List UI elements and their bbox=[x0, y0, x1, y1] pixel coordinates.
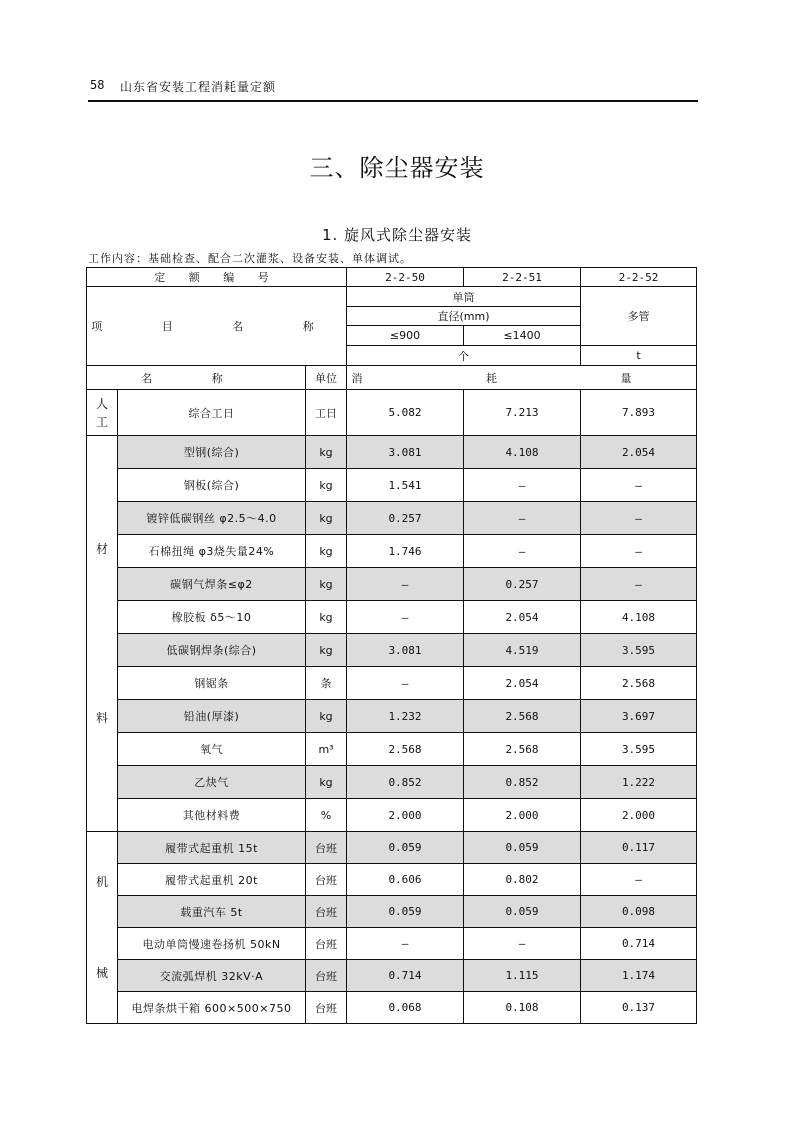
value-cell: 2.000 bbox=[464, 799, 581, 832]
unit-ton: t bbox=[581, 346, 697, 366]
table-row bbox=[87, 469, 697, 502]
value-cell: 0.059 bbox=[347, 832, 464, 864]
table-row bbox=[87, 960, 697, 992]
resource-name: 型钢(综合) bbox=[118, 436, 306, 469]
value-cell: — bbox=[347, 601, 464, 634]
value-cell: 0.257 bbox=[464, 568, 581, 601]
page-header bbox=[88, 74, 698, 102]
value-cell: 3.081 bbox=[347, 436, 464, 469]
table-row bbox=[87, 733, 697, 766]
table-row bbox=[87, 799, 697, 832]
category-char: 人 bbox=[95, 396, 108, 411]
resource-name: 交流弧焊机 32kV·A bbox=[118, 960, 306, 992]
unit-cell: 台班 bbox=[306, 928, 347, 960]
resource-name: 铅油(厚漆) bbox=[118, 700, 306, 733]
category-char: 工 bbox=[95, 414, 108, 429]
table-row bbox=[87, 436, 697, 469]
subsection-title: 1. 旋风式除尘器安装 bbox=[321, 226, 473, 244]
value-cell: 4.519 bbox=[464, 634, 581, 667]
table-row bbox=[87, 535, 697, 568]
diameter-header: 直径(mm) bbox=[347, 307, 581, 326]
table-row bbox=[87, 667, 697, 700]
value-cell: — bbox=[464, 928, 581, 960]
resource-name: 低碳钢焊条(综合) bbox=[118, 634, 306, 667]
resource-name: 橡胶板 δ5～10 bbox=[118, 601, 306, 634]
unit-cell: kg bbox=[306, 436, 347, 469]
section-title: 三、除尘器安装 bbox=[309, 154, 485, 182]
value-cell: 4.108 bbox=[581, 601, 697, 634]
value-cell: 0.137 bbox=[581, 992, 697, 1024]
unit-cell: % bbox=[306, 799, 347, 832]
value-cell: 1.115 bbox=[464, 960, 581, 992]
unit-cell: kg bbox=[306, 568, 347, 601]
value-cell: — bbox=[347, 667, 464, 700]
category-char: 械 bbox=[95, 965, 108, 980]
value-cell: 1.222 bbox=[581, 766, 697, 799]
value-cell: 0.606 bbox=[347, 864, 464, 896]
value-cell: 3.081 bbox=[347, 634, 464, 667]
unit-cell: kg bbox=[306, 634, 347, 667]
diameter-900: ≤900 bbox=[347, 326, 464, 346]
resource-name: 载重汽车 5t bbox=[118, 896, 306, 928]
category-cell bbox=[87, 436, 118, 832]
unit-cell: kg bbox=[306, 601, 347, 634]
value-cell: 0.108 bbox=[464, 992, 581, 1024]
work-content: 工作内容：基础检查、配合二次灌浆、设备安装、单体调试。 bbox=[88, 252, 412, 265]
value-cell: 2.568 bbox=[464, 700, 581, 733]
resource-name: 履带式起重机 15t bbox=[118, 832, 306, 864]
code-cell: 2-2-52 bbox=[581, 268, 697, 287]
code-cell: 2-2-51 bbox=[464, 268, 581, 287]
table-row bbox=[87, 832, 697, 864]
category-char: 材 bbox=[95, 542, 108, 557]
value-cell: 0.852 bbox=[464, 766, 581, 799]
value-cell: 7.893 bbox=[581, 390, 697, 436]
unit-cell: 台班 bbox=[306, 992, 347, 1024]
value-cell: — bbox=[464, 535, 581, 568]
value-cell: 3.595 bbox=[581, 634, 697, 667]
value-cell: 0.059 bbox=[347, 896, 464, 928]
table-row bbox=[87, 896, 697, 928]
unit-column-header: 单位 bbox=[306, 366, 347, 390]
unit-cell: kg bbox=[306, 469, 347, 502]
multi-tube-header: 多管 bbox=[581, 287, 697, 346]
value-cell: 3.697 bbox=[581, 700, 697, 733]
value-cell: 0.852 bbox=[347, 766, 464, 799]
table-row bbox=[87, 390, 697, 436]
value-cell: 1.232 bbox=[347, 700, 464, 733]
table-row bbox=[87, 502, 697, 535]
value-cell: 3.595 bbox=[581, 733, 697, 766]
table-row bbox=[87, 568, 697, 601]
consumption-column-header: 消 耗 量 bbox=[347, 366, 697, 390]
value-cell: — bbox=[347, 928, 464, 960]
value-cell: 2.054 bbox=[464, 601, 581, 634]
table-row bbox=[87, 766, 697, 799]
unit-cell: 条 bbox=[306, 667, 347, 700]
value-cell: 0.802 bbox=[464, 864, 581, 896]
table-row bbox=[87, 700, 697, 733]
value-cell: — bbox=[581, 864, 697, 896]
resource-name: 氧气 bbox=[118, 733, 306, 766]
table-row bbox=[87, 634, 697, 667]
unit-cell: 台班 bbox=[306, 832, 347, 864]
resource-name: 电焊条烘干箱 600×500×750 bbox=[118, 992, 306, 1024]
value-cell: 2.568 bbox=[464, 733, 581, 766]
value-cell: — bbox=[347, 568, 464, 601]
resource-name: 综合工日 bbox=[118, 390, 306, 436]
unit-cell: kg bbox=[306, 700, 347, 733]
unit-cell: kg bbox=[306, 535, 347, 568]
value-cell: 2.054 bbox=[464, 667, 581, 700]
code-cell: 2-2-50 bbox=[347, 268, 464, 287]
resource-name: 碳钢气焊条≤φ2 bbox=[118, 568, 306, 601]
table-row bbox=[87, 864, 697, 896]
value-cell: 2.000 bbox=[347, 799, 464, 832]
resource-name: 电动单筒慢速卷扬机 50kN bbox=[118, 928, 306, 960]
value-cell: — bbox=[581, 469, 697, 502]
category-cell bbox=[87, 390, 118, 436]
unit-piece: 个 bbox=[347, 346, 581, 366]
resource-name: 钢锯条 bbox=[118, 667, 306, 700]
value-cell: 0.068 bbox=[347, 992, 464, 1024]
value-cell: — bbox=[464, 469, 581, 502]
table-row bbox=[87, 601, 697, 634]
value-cell: 2.000 bbox=[581, 799, 697, 832]
table-row bbox=[87, 992, 697, 1024]
unit-cell: m³ bbox=[306, 733, 347, 766]
value-cell: — bbox=[581, 502, 697, 535]
value-cell: 2.568 bbox=[581, 667, 697, 700]
value-cell: 1.174 bbox=[581, 960, 697, 992]
value-cell: 0.257 bbox=[347, 502, 464, 535]
category-char: 料 bbox=[95, 710, 108, 725]
book-title: 山东省安装工程消耗量定额 bbox=[120, 80, 277, 94]
value-cell: 7.213 bbox=[464, 390, 581, 436]
diameter-1400: ≤1400 bbox=[464, 326, 581, 346]
value-cell: — bbox=[581, 568, 697, 601]
value-cell: — bbox=[581, 535, 697, 568]
value-cell: 0.059 bbox=[464, 832, 581, 864]
value-cell: 0.714 bbox=[347, 960, 464, 992]
value-cell: 2.054 bbox=[581, 436, 697, 469]
value-cell: 5.082 bbox=[347, 390, 464, 436]
quota-number-label: 定 额 编 号 bbox=[87, 268, 347, 287]
category-cell bbox=[87, 832, 118, 1024]
single-tube-header: 单筒 bbox=[347, 287, 581, 307]
value-cell: 4.108 bbox=[464, 436, 581, 469]
category-char: 机 bbox=[95, 875, 108, 890]
resource-name: 石棉扭绳 φ3烧失量24% bbox=[118, 535, 306, 568]
value-cell: 1.541 bbox=[347, 469, 464, 502]
value-cell: 0.059 bbox=[464, 896, 581, 928]
resource-name: 其他材料费 bbox=[118, 799, 306, 832]
resource-name: 钢板(综合) bbox=[118, 469, 306, 502]
item-name-label: 项 目 名 称 bbox=[87, 287, 347, 366]
value-cell: 1.746 bbox=[347, 535, 464, 568]
resource-name: 镀锌低碳钢丝 φ2.5～4.0 bbox=[118, 502, 306, 535]
unit-cell: 台班 bbox=[306, 960, 347, 992]
unit-cell: 工日 bbox=[306, 390, 347, 436]
value-cell: 0.117 bbox=[581, 832, 697, 864]
value-cell: 2.568 bbox=[347, 733, 464, 766]
unit-cell: 台班 bbox=[306, 864, 347, 896]
quota-table bbox=[86, 267, 697, 1024]
table-row bbox=[87, 928, 697, 960]
unit-cell: kg bbox=[306, 502, 347, 535]
resource-name: 乙炔气 bbox=[118, 766, 306, 799]
unit-cell: 台班 bbox=[306, 896, 347, 928]
value-cell: — bbox=[464, 502, 581, 535]
name-column-header: 名 称 bbox=[87, 366, 306, 390]
resource-name: 履带式起重机 20t bbox=[118, 864, 306, 896]
unit-cell: kg bbox=[306, 766, 347, 799]
value-cell: 0.098 bbox=[581, 896, 697, 928]
value-cell: 0.714 bbox=[581, 928, 697, 960]
page-number: 58 bbox=[90, 78, 105, 92]
